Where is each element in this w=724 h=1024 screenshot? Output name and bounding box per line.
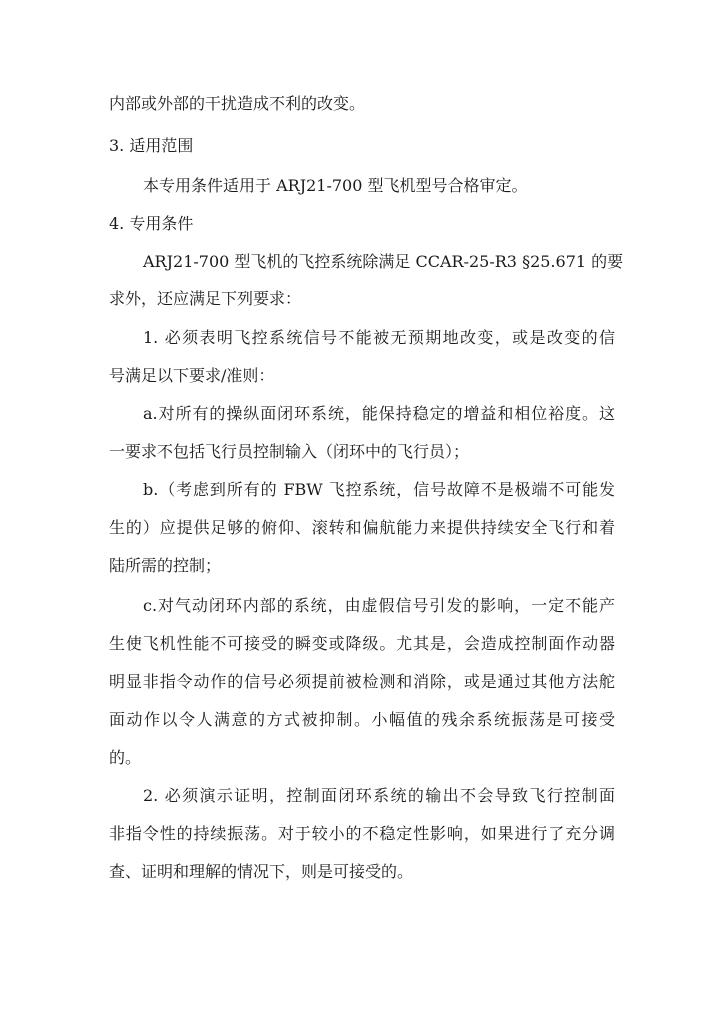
item-c-line: c.对气动闭环内部的系统，由虚假信号引发的影响，一定不能产 [143,596,615,615]
item-b-line-cont-2: 陆所需的控制； [109,556,222,575]
paragraph-line-intro-cont: 求外，还应满足下列要求： [109,289,302,308]
item-a-line-cont: 一要求不包括飞行员控制输入（闭环中的飞行员）； [109,442,470,461]
section-heading-applicability: 3. 适用范围 [109,136,194,155]
paragraph-line-applicability: 本专用条件适用于 ARJ21-700 型飞机型号合格审定。 [143,176,528,195]
paragraph-line-continuation: 内部或外部的干扰造成不利的改变。 [109,94,366,113]
item-2-line: 2. 必须演示证明，控制面闭环系统的输出不会导致飞行控制面 [143,786,615,805]
paragraph-line-intro: ARJ21-700 型飞机的飞控系统除满足 CCAR-25-R3 §25.671 的要 [143,252,624,271]
item-2-line-cont-2: 查、证明和理解的情况下，则是可接受的。 [109,862,414,881]
item-a-line: a.对所有的操纵面闭环系统，能保持稳定的增益和相位裕度。这 [143,404,615,423]
item-b-line-cont: 生的）应提供足够的俯仰、滚转和偏航能力来提供持续安全飞行和着 [109,518,615,537]
item-1-line: 1. 必须表明飞控系统信号不能被无预期地改变，或是改变的信 [143,328,615,347]
item-1-line-cont: 号满足以下要求/准则： [109,366,275,385]
item-c-line-cont-4: 的。 [109,748,142,767]
item-2-line-cont: 非指令性的持续振荡。对于较小的不稳定性影响，如果进行了充分调 [109,824,615,843]
item-b-line: b.（考虑到所有的 FBW 飞控系统，信号故障不是极端不可能发 [143,480,615,499]
item-c-line-cont: 生使飞机性能不可接受的瞬变或降级。尤其是，会造成控制面作动器 [109,634,615,653]
section-heading-special-conditions: 4. 专用条件 [109,214,194,233]
item-c-line-cont-3: 面动作以令人满意的方式被抑制。小幅值的残余系统振荡是可接受 [109,710,615,729]
item-c-line-cont-2: 明显非指令动作的信号必须提前被检测和消除，或是通过其他方法舵 [109,672,615,691]
